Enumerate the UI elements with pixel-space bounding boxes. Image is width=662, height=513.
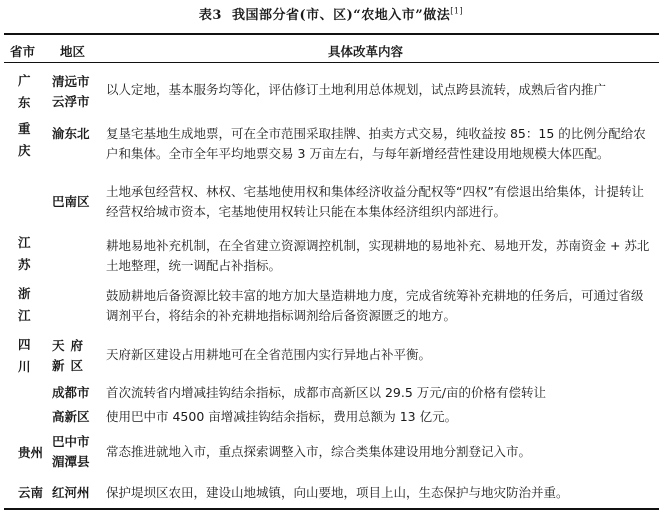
area-name: 天府: [52, 338, 90, 353]
area-cell: [52, 383, 102, 403]
table-caption: [0, 4, 662, 23]
province-cell: 贵州: [18, 445, 44, 460]
province-cell: 云南: [18, 485, 44, 500]
content-cell: 常态推进就地入市，重点探索调整入市，综合类集体建设用地分割登记入市。: [106, 444, 532, 459]
province-cell: 四川: [18, 337, 31, 374]
province-cell: 广东: [18, 73, 31, 110]
area-name: 清远市: [52, 74, 90, 89]
area-name: 湄潭县: [52, 454, 90, 469]
area-cell: [52, 336, 102, 376]
bottom-rule: [4, 508, 659, 510]
header-content: 具体改革内容: [328, 44, 404, 59]
header-area: 地区: [60, 44, 86, 59]
content-cell: 鼓励耕地后备资源比较丰富的地方加大垦造耕地力度，完成省统筹补充耕地的任务后，可通过省级调剂平台，将结余的补充耕地指标调剂给后备资源匮乏的地方。: [106, 288, 644, 323]
province-cell: 江苏: [18, 235, 31, 272]
area-name: 红河州: [52, 485, 90, 500]
content-cell: 天府新区建设占用耕地可在全省范围内实行异地占补平衡。: [106, 347, 432, 362]
area-name: 成都市: [52, 385, 90, 400]
area-cell: [52, 483, 102, 503]
table-title: 我国部分省(市、区)“农地入市”做法: [232, 8, 451, 23]
reference-mark: [1]: [450, 6, 464, 16]
area-cell: [52, 192, 102, 212]
area-cell: [52, 124, 102, 144]
province-cell: 重庆: [18, 121, 31, 158]
province-cell: 浙江: [18, 286, 31, 323]
content-cell: 复垦宅基地生成地票，可在全市范围采取挂牌、拍卖方式交易，纯收益按 85：15 的比例分配给农户和集体。全市全年平均地票交易 3 万亩左右，与每年新增经营性建设用地规模大体匹配。: [106, 126, 646, 161]
content-cell: 使用巴中市 4500 亩增减挂钩结余指标，费用总额为 13 亿元。: [106, 409, 458, 424]
area-name: 巴中市: [52, 434, 90, 449]
area-cell: [52, 432, 102, 472]
content-cell: 以人定地，基本服务均等化，评估修订土地利用总体规划，试点跨县流转，成熟后省内推广: [106, 82, 607, 97]
area-name: 巴南区: [52, 194, 90, 209]
content-cell: 土地承包经营权、林权、宅基地使用权和集体经济收益分配权等“四权”有偿退出给集体，计提转让经营权给城市资本，宅基地使用权转让只能在本集体经济组织内部进行。: [106, 184, 644, 219]
top-rule: [4, 33, 659, 35]
table-number: 表3: [198, 8, 222, 23]
header-province: 省市: [10, 44, 36, 59]
content-cell: 耕地易地补充机制，在全省建立资源调控机制，实现耕地的易地补充、易地开发，苏南资金 + 苏北土地整理，统一调配占补指标。: [106, 238, 650, 273]
area-name: 新区: [52, 358, 90, 373]
area-cell: [52, 407, 102, 427]
content-cell: 保护堤坝区农田，建设山地城镇，向山要地，项目上山，生态保护与地灾防治并重。: [106, 485, 569, 500]
header-rule: [4, 62, 659, 63]
area-cell: [52, 72, 102, 112]
content-cell: 首次流转省内增减挂钩结余指标，成都市高新区以 29.5 万元/亩的价格有偿转让: [106, 385, 546, 400]
area-name: 渝东北: [52, 126, 90, 141]
area-name: 高新区: [52, 409, 90, 424]
area-name: 云浮市: [52, 94, 90, 109]
